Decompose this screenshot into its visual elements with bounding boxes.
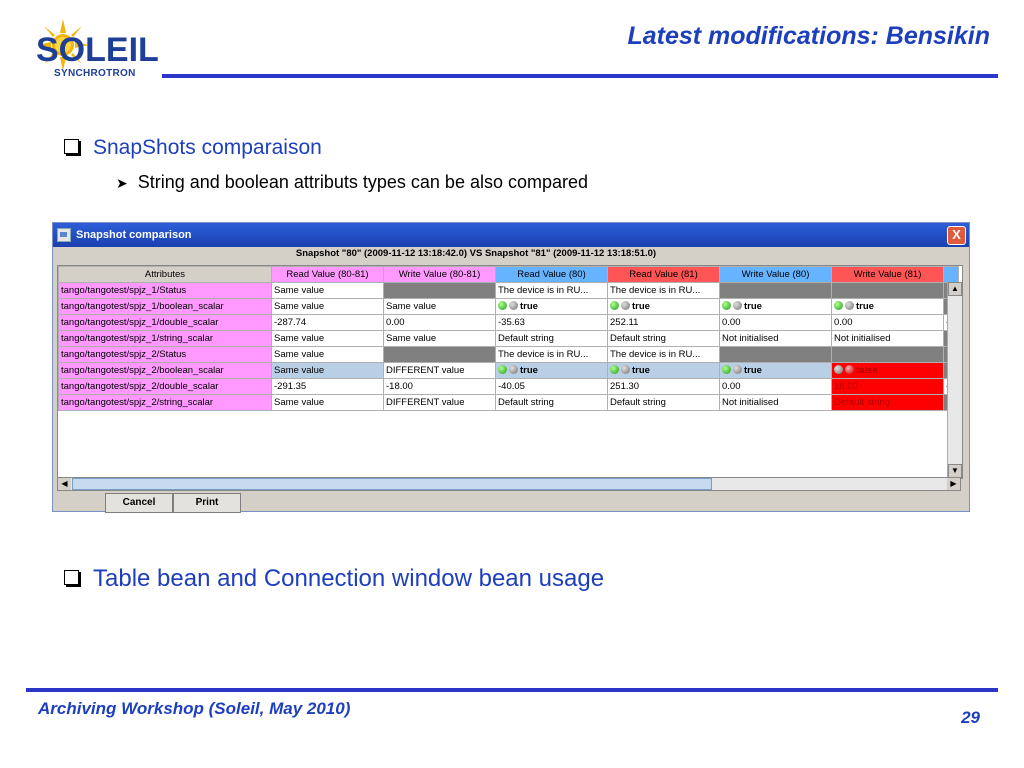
bullet-text: Table bean and Connection window bean usage: [93, 565, 605, 592]
value-cell[interactable]: The device is in RU...: [496, 347, 608, 363]
value-cell[interactable]: 251.30: [608, 379, 720, 395]
value-cell[interactable]: 252.11: [608, 315, 720, 331]
value-cell[interactable]: DIFFERENT value: [384, 395, 496, 411]
table-row[interactable]: [59, 395, 959, 411]
sub-bullet: [116, 172, 588, 193]
table-row[interactable]: [59, 299, 959, 315]
value-cell[interactable]: Same value: [384, 299, 496, 315]
value-cell[interactable]: Not initialised: [832, 331, 944, 347]
snapshot-comparison-window: [52, 222, 970, 512]
attribute-cell[interactable]: tango/tangotest/spjz_1/Status: [59, 283, 272, 299]
value-cell[interactable]: Same value: [272, 331, 384, 347]
bullet-text: SnapShots comparaison: [93, 136, 322, 159]
led-on-icon: [722, 365, 731, 374]
col-header-attributes[interactable]: Attributes: [59, 267, 272, 283]
close-button[interactable]: X: [947, 226, 966, 245]
footer-divider: [26, 688, 998, 692]
value-cell[interactable]: Same value: [384, 331, 496, 347]
value-cell[interactable]: Default string: [832, 395, 944, 411]
value-cell[interactable]: [384, 347, 496, 363]
col-header-read-80[interactable]: Read Value (80): [496, 267, 608, 283]
cancel-button[interactable]: Cancel: [105, 493, 173, 513]
boolean-value: false: [856, 365, 878, 376]
print-button[interactable]: Print: [173, 493, 241, 513]
empty-row: [59, 441, 959, 456]
value-cell[interactable]: Same value: [272, 395, 384, 411]
col-header-write-80[interactable]: Write Value (80): [720, 267, 832, 283]
value-cell[interactable]: Not initialised: [720, 395, 832, 411]
led-on-icon: [610, 365, 619, 374]
value-cell[interactable]: 0.00: [384, 315, 496, 331]
value-cell[interactable]: The device is in RU...: [608, 347, 720, 363]
vertical-scrollbar[interactable]: [947, 282, 962, 478]
scroll-thumb[interactable]: [72, 478, 712, 490]
value-cell[interactable]: Same value: [272, 347, 384, 363]
col-header-read-81[interactable]: Read Value (81): [608, 267, 720, 283]
value-cell[interactable]: 18.00: [832, 379, 944, 395]
sub-bullet-text: String and boolean attributs types can be also compared: [137, 172, 589, 192]
value-cell[interactable]: -287.74: [272, 315, 384, 331]
led-error-icon: [845, 365, 854, 374]
table-row[interactable]: [59, 331, 959, 347]
value-cell[interactable]: [832, 299, 944, 315]
value-cell[interactable]: -40.05: [496, 379, 608, 395]
col-header-read-diff[interactable]: Read Value (80-81): [272, 267, 384, 283]
value-cell[interactable]: [496, 299, 608, 315]
attribute-cell[interactable]: tango/tangotest/spjz_1/boolean_scalar: [59, 299, 272, 315]
value-cell[interactable]: Default string: [496, 395, 608, 411]
led-on-icon: [722, 301, 731, 310]
boolean-value: true: [856, 301, 874, 312]
value-cell[interactable]: Default string: [608, 395, 720, 411]
attribute-cell[interactable]: tango/tangotest/spjz_2/string_scalar: [59, 395, 272, 411]
value-cell[interactable]: [720, 363, 832, 379]
led-off-icon: [621, 301, 630, 310]
value-cell[interactable]: -35.63: [496, 315, 608, 331]
led-on-icon: [498, 365, 507, 374]
page-number: 29: [961, 708, 980, 727]
value-cell[interactable]: -18.00: [384, 379, 496, 395]
table-row[interactable]: [59, 315, 959, 331]
value-cell[interactable]: [832, 363, 944, 379]
value-cell[interactable]: [496, 363, 608, 379]
value-cell[interactable]: The device is in RU...: [496, 283, 608, 299]
led-off-icon: [845, 301, 854, 310]
button-bar: [105, 493, 241, 513]
value-cell[interactable]: [832, 347, 944, 363]
empty-row: [59, 411, 959, 427]
boolean-value: true: [520, 365, 538, 376]
bullet-snapshots: [64, 136, 322, 160]
led-off-icon: [509, 365, 518, 374]
attribute-cell[interactable]: tango/tangotest/spjz_2/Status: [59, 347, 272, 363]
table-row[interactable]: [59, 347, 959, 363]
col-header-write-81[interactable]: Write Value (81): [832, 267, 944, 283]
soleil-logo: [14, 10, 159, 80]
led-off-icon: [733, 365, 742, 374]
attribute-cell[interactable]: tango/tangotest/spjz_1/double_scalar: [59, 315, 272, 331]
snapshot-header: Snapshot "80" (2009-11-12 13:18:42.0) VS Snapshot "81" (2009-11-12 13:18:51.0): [53, 247, 969, 261]
value-cell[interactable]: 0.00: [832, 315, 944, 331]
boolean-value: true: [520, 301, 538, 312]
table-header-row: [59, 267, 959, 283]
scroll-up-icon[interactable]: ▲: [948, 282, 962, 296]
scroll-left-icon[interactable]: ◀: [58, 478, 71, 490]
attribute-cell[interactable]: tango/tangotest/spjz_1/string_scalar: [59, 331, 272, 347]
value-cell[interactable]: The device is in RU...: [608, 283, 720, 299]
value-cell[interactable]: Default string: [608, 331, 720, 347]
col-header-write-diff[interactable]: Write Value (80-81): [384, 267, 496, 283]
checkbox-bullet-icon: [64, 570, 79, 585]
led-off-icon: [621, 365, 630, 374]
value-cell[interactable]: Same value: [272, 363, 384, 379]
value-cell[interactable]: [608, 363, 720, 379]
scroll-right-icon[interactable]: ▶: [947, 478, 960, 490]
value-cell[interactable]: Default string: [496, 331, 608, 347]
title-divider: [162, 74, 998, 78]
boolean-value: true: [632, 301, 650, 312]
value-cell[interactable]: [720, 299, 832, 315]
table-row[interactable]: [59, 283, 959, 299]
led-on-icon: [610, 301, 619, 310]
value-cell[interactable]: Not initialised: [720, 331, 832, 347]
value-cell[interactable]: 0.00: [720, 315, 832, 331]
value-cell[interactable]: [608, 299, 720, 315]
boolean-value: true: [744, 301, 762, 312]
horizontal-scrollbar[interactable]: [57, 477, 961, 491]
value-cell[interactable]: [720, 347, 832, 363]
window-titlebar[interactable]: [53, 223, 969, 247]
led-off-icon: [509, 301, 518, 310]
logo-subtitle: SYNCHROTRON: [54, 68, 136, 79]
empty-row: [59, 456, 959, 471]
value-cell[interactable]: [384, 283, 496, 299]
bullet-table-bean: [64, 565, 604, 593]
comparison-table: [57, 265, 963, 479]
boolean-value: true: [632, 365, 650, 376]
led-off-icon: [733, 301, 742, 310]
window-title: Snapshot comparison: [76, 229, 192, 241]
arrow-bullet-icon: ➤: [116, 175, 128, 191]
value-cell[interactable]: -291.35: [272, 379, 384, 395]
table-row[interactable]: [59, 363, 959, 379]
checkbox-bullet-icon: [64, 139, 79, 154]
value-cell[interactable]: 0.00: [720, 379, 832, 395]
value-cell[interactable]: DIFFERENT value: [384, 363, 496, 379]
attribute-cell[interactable]: tango/tangotest/spjz_2/double_scalar: [59, 379, 272, 395]
col-header-extra: [944, 267, 959, 283]
footer-text: Archiving Workshop (Soleil, May 2010): [38, 699, 351, 718]
value-cell[interactable]: [720, 283, 832, 299]
led-on-icon: [498, 301, 507, 310]
attribute-cell[interactable]: tango/tangotest/spjz_2/boolean_scalar: [59, 363, 272, 379]
window-icon: [57, 228, 71, 242]
logo-wordmark: SOLEIL: [36, 31, 159, 69]
empty-row: [59, 426, 959, 441]
slide-title: Latest modifications: Bensikin: [627, 22, 990, 50]
led-on-icon: [834, 301, 843, 310]
value-cell[interactable]: [832, 283, 944, 299]
boolean-value: true: [744, 365, 762, 376]
value-cell[interactable]: Same value: [272, 299, 384, 315]
table-row[interactable]: [59, 379, 959, 395]
scroll-down-icon[interactable]: ▼: [948, 464, 962, 478]
value-cell[interactable]: Same value: [272, 283, 384, 299]
led-off-icon: [834, 365, 843, 374]
